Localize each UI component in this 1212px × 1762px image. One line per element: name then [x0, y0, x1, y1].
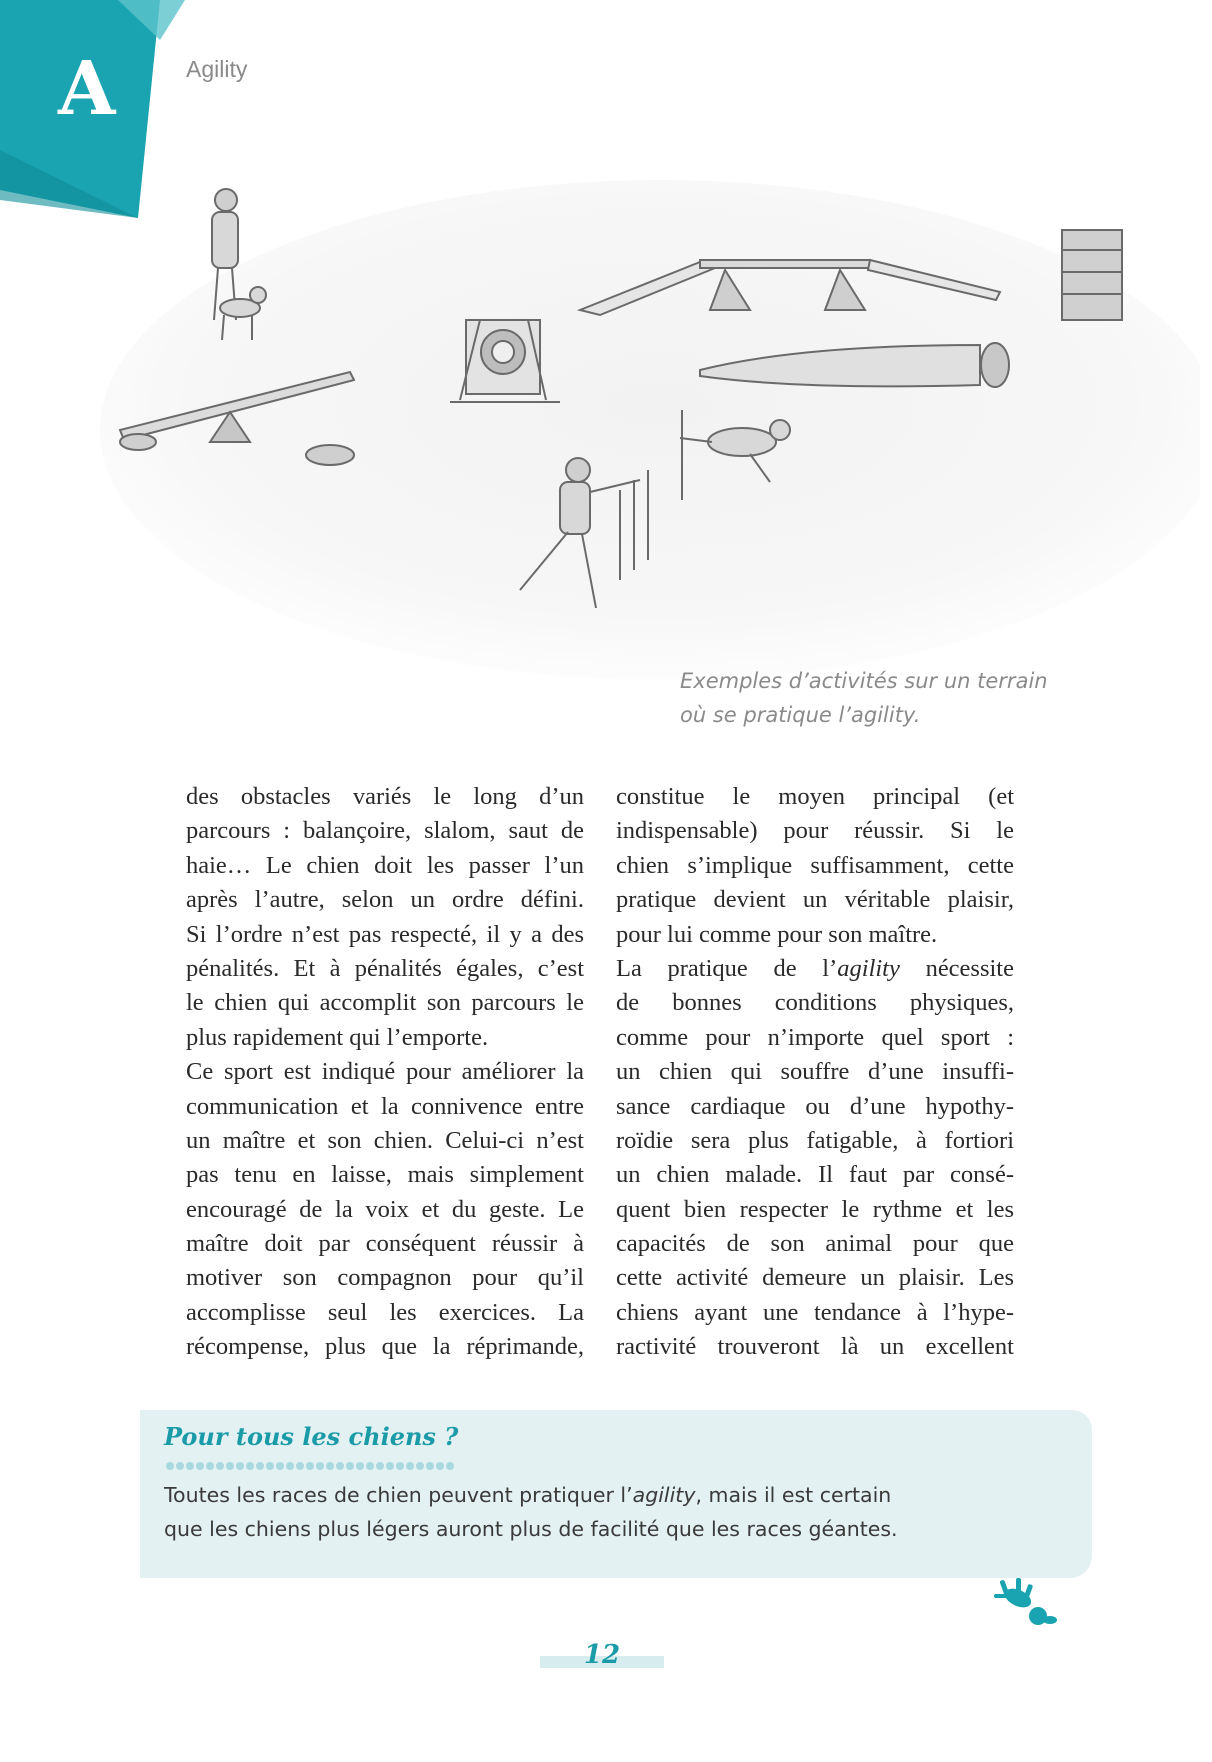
- caption-line: où se pratique l’agility.: [680, 703, 921, 727]
- text-line: que les chiens plus légers auront plus de facilité que les races géantes.: [164, 1517, 898, 1541]
- text-line: un chien qui souffre d’une insuffi-: [616, 1058, 1014, 1086]
- info-box-title: Pour tous les chiens ?: [164, 1422, 459, 1451]
- text-line: maître doit par conséquent réussir à: [186, 1230, 584, 1258]
- text-column-right: [616, 780, 1014, 1365]
- text-line: comme pour n’importe quel sport :: [616, 1023, 1014, 1051]
- text-line: roïdie sera plus fatigable, à fortiori: [616, 1126, 1014, 1154]
- text-line: [616, 952, 1014, 986]
- text-line: des obstacles variés le long d’un: [186, 783, 584, 810]
- text-line: motiver son compagnon pour qu’il: [186, 1264, 584, 1292]
- text-line: Si l’ordre n’est pas respecté, il y a des: [186, 920, 584, 948]
- text-line: indispensable) pour réussir. Si le: [616, 817, 1014, 845]
- text-line: de bonnes conditions physiques,: [616, 989, 1014, 1017]
- text-line: pénalités. Et à pénalités égales, c’est: [186, 954, 584, 982]
- text-line: communication et la connivence entre: [186, 1092, 584, 1120]
- text-segment: , mais il est certain: [695, 1483, 892, 1507]
- text-segment: nécessite: [899, 954, 1014, 982]
- text-line: chiens ayant une tendance à l’hype-: [616, 1298, 1014, 1326]
- text-line: un maître et son chien. Celui-ci n’est: [186, 1126, 584, 1154]
- chapter-letter: A: [58, 46, 116, 132]
- figure-caption: [680, 664, 1120, 732]
- info-box: [140, 1410, 1092, 1578]
- text-line: pour lui comme pour son maître.: [616, 920, 938, 948]
- text-line: accomplisse seul les exercices. La: [186, 1298, 584, 1326]
- running-title: Agility: [186, 56, 248, 82]
- text-line: pas tenu en laisse, mais simplement: [186, 1161, 584, 1189]
- emphasis-agility: agility: [837, 954, 900, 982]
- text-line: haie… Le chien doit les passer l’un: [186, 851, 584, 879]
- text-column-left: [186, 780, 584, 1365]
- text-segment: Toutes les races de chien peuvent pratiquer l’: [164, 1483, 633, 1507]
- text-line: récompense, plus que la réprimande,: [186, 1333, 584, 1361]
- text-line: encouragé de la voix et du geste. Le: [186, 1195, 584, 1223]
- text-line: après l’autre, selon un ordre défini.: [186, 886, 584, 914]
- agility-course-illustration: [100, 180, 1200, 740]
- text-line: constitue le moyen principal (et: [616, 783, 1014, 810]
- text-line: cette activité demeure un plaisir. Les: [616, 1264, 1014, 1292]
- caption-line: Exemples d’activités sur un terrain: [680, 669, 1048, 693]
- text-line: un chien malade. Il faut par consé-: [616, 1161, 1014, 1189]
- text-line: ractivité trouveront là un excellent: [616, 1333, 1014, 1361]
- text-line: pratique devient un véritable plaisir,: [616, 886, 1014, 914]
- text-segment: La pratique de l’: [616, 954, 838, 982]
- text-line: plus rapidement qui l’emporte.: [186, 1023, 489, 1051]
- page-number: 12: [583, 1640, 621, 1670]
- text-line: capacités de son animal pour que: [616, 1230, 1014, 1258]
- text-line: sance cardiaque ou d’une hypothy-: [616, 1092, 1014, 1120]
- info-box-text: [164, 1478, 1064, 1546]
- dog-icon: [992, 1578, 1062, 1634]
- text-line: [164, 1478, 1064, 1512]
- text-line: chien s’implique suffisamment, cette: [616, 851, 1014, 879]
- dotted-divider: [164, 1460, 464, 1472]
- text-line: quent bien respecter le rythme et les: [616, 1195, 1014, 1223]
- text-line: le chien qui accomplit son parcours le: [186, 989, 584, 1017]
- text-line: parcours : balançoire, slalom, saut de: [186, 817, 584, 845]
- text-line: Ce sport est indiqué pour améliorer la: [186, 1058, 584, 1086]
- emphasis-agility: agility: [632, 1483, 696, 1507]
